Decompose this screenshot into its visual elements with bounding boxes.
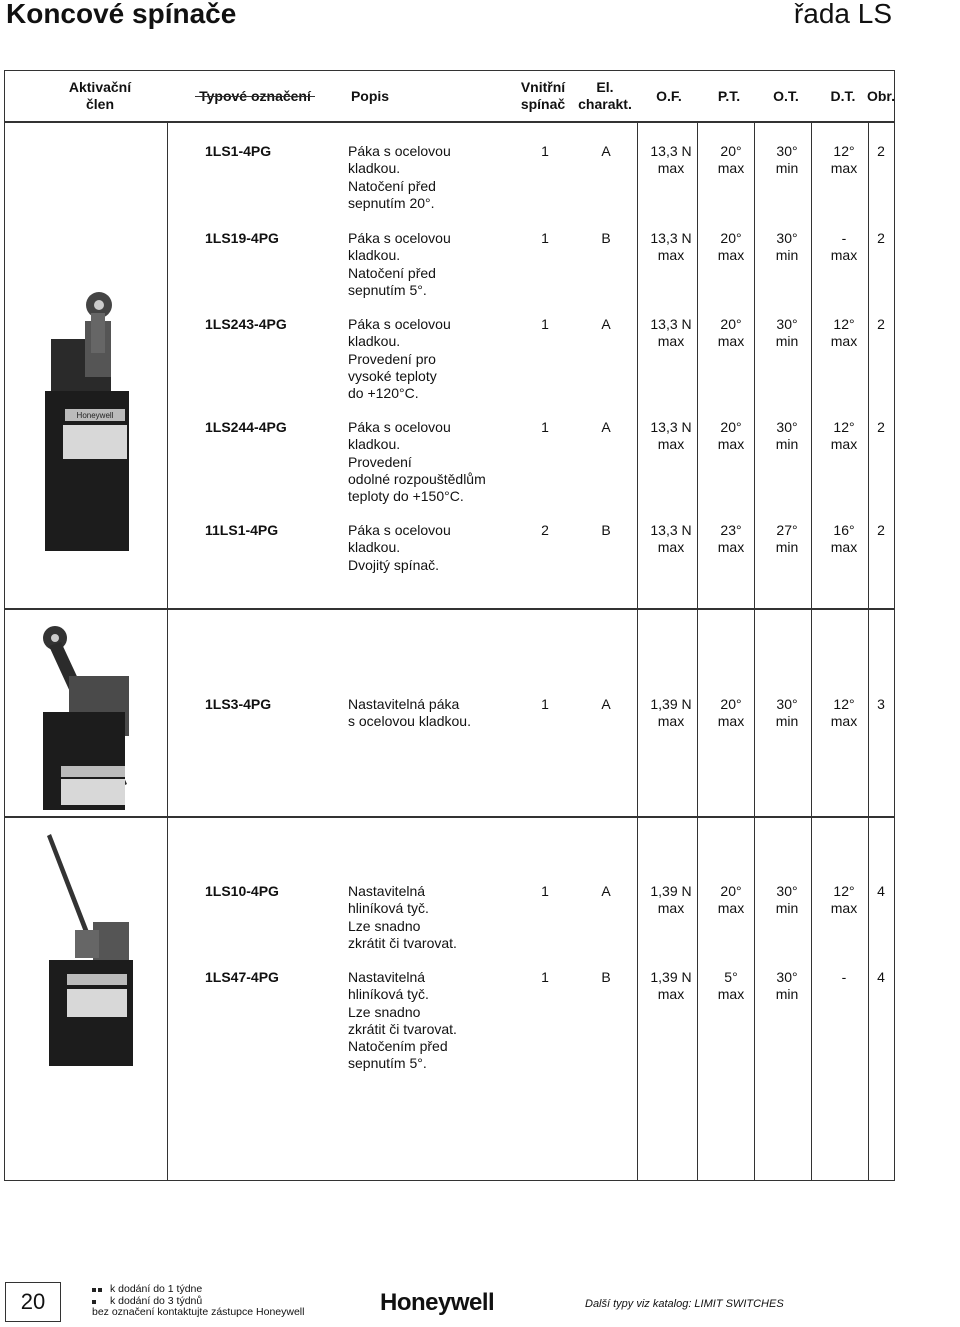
description: Páka s ocelovou kladkou. Natočení před sepnutím 5°. bbox=[348, 230, 451, 298]
el-char: A bbox=[601, 883, 611, 899]
dt-value: 16° max bbox=[830, 522, 858, 556]
header-pt: P.T. bbox=[717, 87, 741, 104]
type-code: 1LS19-4PG bbox=[205, 230, 279, 246]
el-char: A bbox=[601, 419, 611, 435]
header-el-char: El. charakt. bbox=[578, 79, 632, 112]
description: Páka s ocelovou kladkou. Provedení odolné rozpouštědlům teploty do +150°C. bbox=[348, 419, 486, 505]
section-adjustable-lever bbox=[4, 609, 895, 817]
obr-value: 2 bbox=[877, 316, 885, 332]
dt-value: 12° max bbox=[830, 316, 858, 350]
description: Nastavitelná hliníková tyč. Lze snadno zkrátit či tvarovat. Natočením před sepnutím 5°. bbox=[348, 969, 457, 1072]
ot-value: 30° min bbox=[775, 143, 799, 177]
obr-value: 2 bbox=[877, 419, 885, 435]
pt-value: 5° max bbox=[717, 969, 745, 1003]
dt-value: 12° max bbox=[830, 696, 858, 730]
obr-value: 4 bbox=[877, 969, 885, 985]
ot-value: 30° min bbox=[775, 316, 799, 350]
ot-value: 30° min bbox=[775, 883, 799, 917]
type-code: 1LS244-4PG bbox=[205, 419, 287, 435]
el-char: A bbox=[601, 696, 611, 712]
internal-switch: 1 bbox=[541, 883, 549, 899]
type-code: 1LS10-4PG bbox=[205, 883, 279, 899]
switch-photo-lever-roller bbox=[39, 291, 135, 553]
availability-notes bbox=[92, 1284, 304, 1319]
header-type: Typové označení bbox=[199, 87, 311, 104]
internal-switch: 1 bbox=[541, 230, 549, 246]
pt-value: 20° max bbox=[717, 316, 745, 350]
of-value: 1,39 N max bbox=[650, 883, 692, 917]
section-aluminium-rod bbox=[4, 817, 895, 1181]
header-internal-switch: Vnitřní spínač bbox=[520, 79, 566, 112]
header-description: Popis bbox=[350, 87, 390, 104]
internal-switch: 1 bbox=[541, 969, 549, 985]
pt-value: 23° max bbox=[717, 522, 745, 556]
header-obr: Obr. bbox=[866, 87, 895, 104]
internal-switch: 1 bbox=[541, 316, 549, 332]
header-type-underline bbox=[195, 96, 315, 97]
pt-value: 20° max bbox=[717, 143, 745, 177]
of-value: 1,39 N max bbox=[650, 969, 692, 1003]
of-value: 13,3 N max bbox=[650, 419, 692, 453]
pt-value: 20° max bbox=[717, 230, 745, 264]
page-number: 20 bbox=[5, 1282, 61, 1322]
switch-photo-adjustable-lever bbox=[39, 616, 139, 812]
note-text: bez označení kontaktujte zástupce Honeywell bbox=[92, 1306, 305, 1318]
obr-value: 2 bbox=[877, 230, 885, 246]
ot-value: 27° min bbox=[775, 522, 799, 556]
header-dt: D.T. bbox=[830, 87, 856, 104]
description: Páka s ocelovou kladkou. Provedení pro vysoké teploty do +120°C. bbox=[348, 316, 451, 402]
type-code: 1LS1-4PG bbox=[205, 143, 272, 159]
note-contact bbox=[92, 1307, 304, 1319]
dt-value: 12° max bbox=[830, 419, 858, 453]
internal-switch: 1 bbox=[541, 419, 549, 435]
pt-value: 20° max bbox=[717, 419, 745, 453]
pt-value: 20° max bbox=[717, 883, 745, 917]
dt-value: 12° max bbox=[830, 143, 858, 177]
of-value: 13,3 N max bbox=[650, 230, 692, 264]
of-value: 13,3 N max bbox=[650, 316, 692, 350]
type-code: 1LS3-4PG bbox=[205, 696, 272, 712]
description: Nastavitelná páka s ocelovou kladkou. bbox=[348, 696, 471, 730]
honeywell-logo: Honeywell bbox=[380, 1289, 495, 1316]
dt-value: - max bbox=[830, 230, 858, 264]
el-char: B bbox=[601, 230, 611, 246]
el-char: B bbox=[601, 522, 611, 538]
of-value: 13,3 N max bbox=[650, 522, 692, 556]
type-code: 11LS1-4PG bbox=[205, 522, 279, 538]
type-code: 1LS47-4PG bbox=[205, 969, 279, 985]
photo-brand-label: Honeywell bbox=[76, 411, 114, 420]
double-square-icon bbox=[92, 1284, 106, 1296]
el-char: A bbox=[601, 143, 611, 159]
switch-photo-aluminium-rod bbox=[35, 834, 141, 1068]
catalog-reference: Další typy viz katalog: LIMIT SWITCHES bbox=[585, 1298, 784, 1310]
pt-value: 20° max bbox=[717, 696, 745, 730]
dt-value: - bbox=[841, 969, 847, 985]
ot-value: 30° min bbox=[775, 969, 799, 1003]
of-value: 1,39 N max bbox=[650, 696, 692, 730]
section-lever-roller bbox=[4, 122, 895, 609]
header-ot: O.T. bbox=[773, 87, 799, 104]
description: Páka s ocelovou kladkou. Dvojitý spínač. bbox=[348, 522, 451, 573]
description: Páka s ocelovou kladkou. Natočení před sepnutím 20°. bbox=[348, 143, 451, 211]
note-one-week bbox=[92, 1284, 304, 1296]
obr-value: 2 bbox=[877, 143, 885, 159]
internal-switch: 1 bbox=[541, 696, 549, 712]
type-code: 1LS243-4PG bbox=[205, 316, 287, 332]
obr-value: 4 bbox=[877, 883, 885, 899]
obr-value: 2 bbox=[877, 522, 885, 538]
ot-value: 30° min bbox=[775, 230, 799, 264]
table-header bbox=[4, 70, 895, 122]
ot-value: 30° min bbox=[775, 696, 799, 730]
el-char: A bbox=[601, 316, 611, 332]
header-activation: Aktivační člen bbox=[68, 79, 132, 112]
internal-switch: 1 bbox=[541, 143, 549, 159]
note-text: k dodání do 3 týdnů bbox=[110, 1294, 203, 1307]
note-text: k dodání do 1 týdne bbox=[110, 1283, 203, 1295]
ot-value: 30° min bbox=[775, 419, 799, 453]
series-title: řada LS bbox=[793, 0, 892, 29]
dt-value: 12° max bbox=[830, 883, 858, 917]
of-value: 13,3 N max bbox=[650, 143, 692, 177]
obr-value: 3 bbox=[877, 696, 885, 712]
page-title: Koncové spínače bbox=[6, 0, 237, 29]
internal-switch: 2 bbox=[541, 522, 549, 538]
description: Nastavitelná hliníková tyč. Lze snadno zkrátit či tvarovat. bbox=[348, 883, 457, 951]
el-char: B bbox=[601, 969, 611, 985]
header-of: O.F. bbox=[656, 87, 682, 104]
